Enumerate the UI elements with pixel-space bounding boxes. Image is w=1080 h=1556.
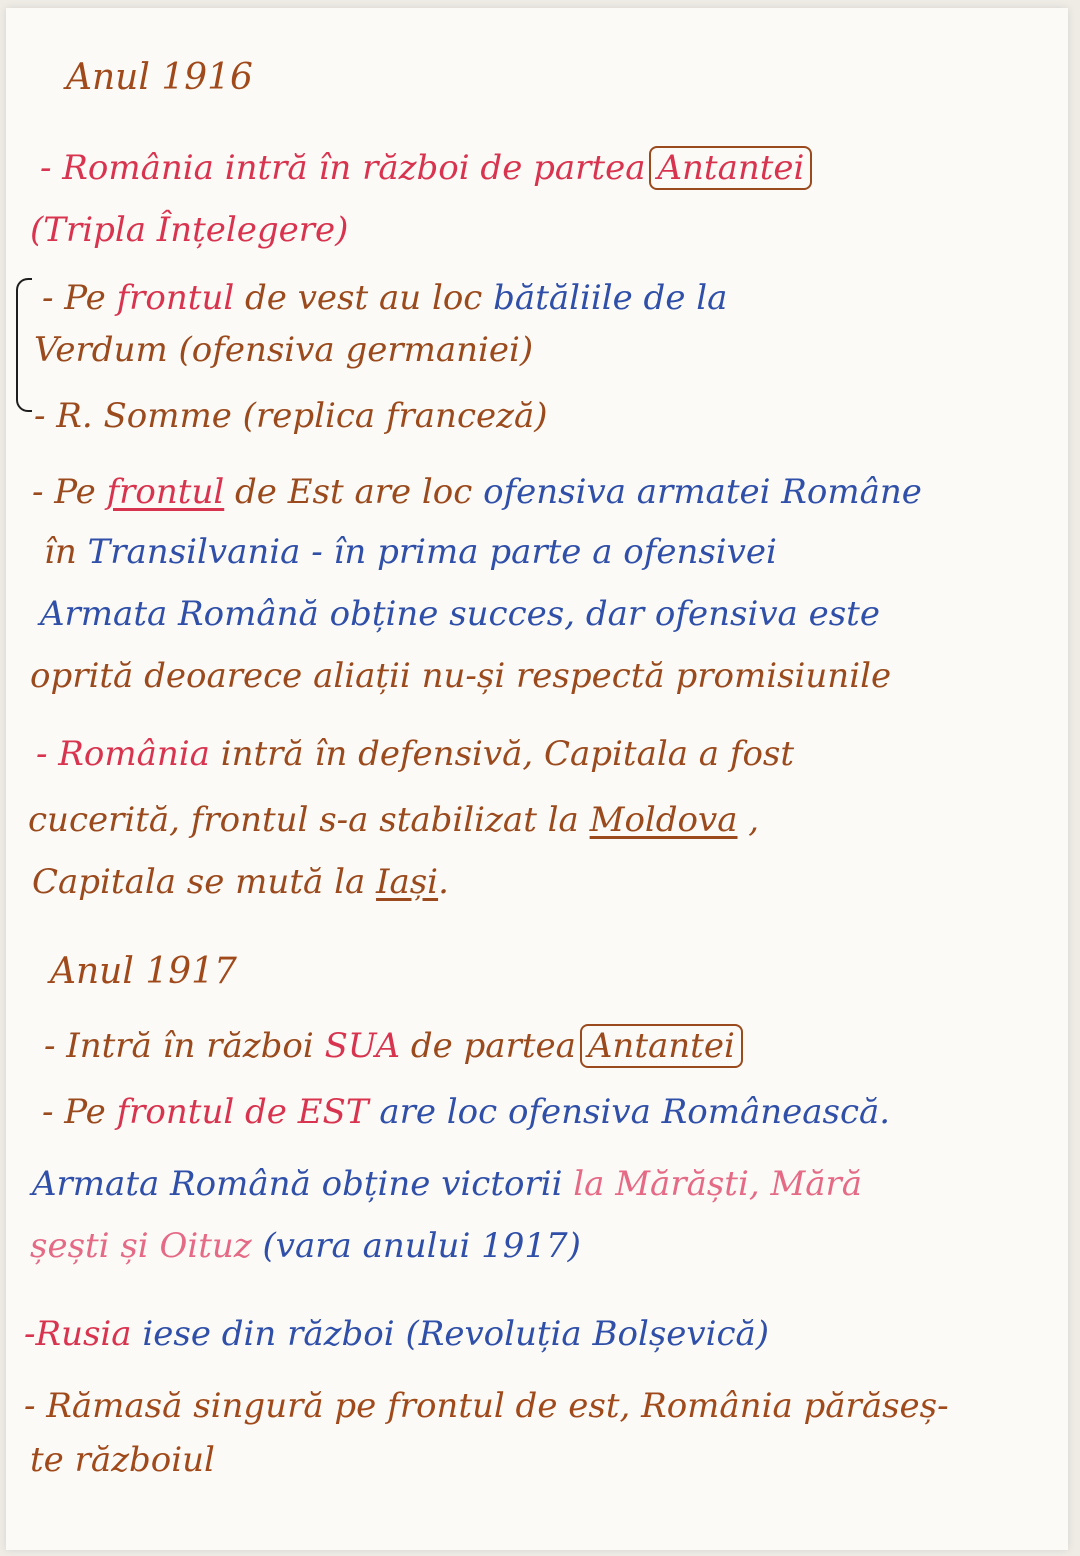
note-line: - Pe frontul de EST are loc ofensiva Românească. (42, 1092, 891, 1132)
note-line: oprită deoarece aliații nu-și respectă promisiunile (30, 656, 892, 696)
note-line: (Tripla Înțelegere) (30, 210, 349, 250)
note-line: - Pe frontul de vest au loc bătăliile de la (42, 278, 728, 318)
note-line: - Intră în război SUA de partea Antantei (44, 1024, 743, 1068)
margin-bracket (16, 278, 32, 412)
note-line: Armata Română obține succes, dar ofensiva este (40, 594, 880, 634)
note-line: - R. Somme (replica franceză) (34, 396, 548, 436)
note-line: Capitala se mută la Iași. (32, 862, 449, 902)
note-line: - Rămasă singură pe frontul de est, România părăseș- (24, 1386, 949, 1426)
heading-1916: Anul 1916 (66, 57, 253, 98)
note-line: te războiul (30, 1440, 215, 1480)
note-line: - România intră în defensivă, Capitala a fost (36, 734, 795, 774)
note-line: cucerită, frontul s-a stabilizat la Moldova , (28, 800, 760, 840)
note-line: - Pe frontul de Est are loc ofensiva armatei Române (32, 472, 922, 512)
note-line: Verdum (ofensiva germaniei) (34, 330, 534, 370)
heading-1917: Anul 1917 (50, 951, 237, 992)
note-line: șești și Oituz (vara anului 1917) (30, 1226, 581, 1266)
boxed-term: Antantei (580, 1024, 743, 1068)
notebook-page (6, 8, 1068, 1550)
note-line: - România intră în război de partea Antantei (40, 146, 812, 190)
note-line: în Transilvania - în prima parte a ofensivei (44, 532, 777, 572)
boxed-term: Antantei (649, 146, 812, 190)
note-line: Armata Română obține victorii la Mărăști, Mără (32, 1164, 863, 1204)
note-line: -Rusia iese din război (Revoluția Bolșevică) (24, 1314, 770, 1354)
